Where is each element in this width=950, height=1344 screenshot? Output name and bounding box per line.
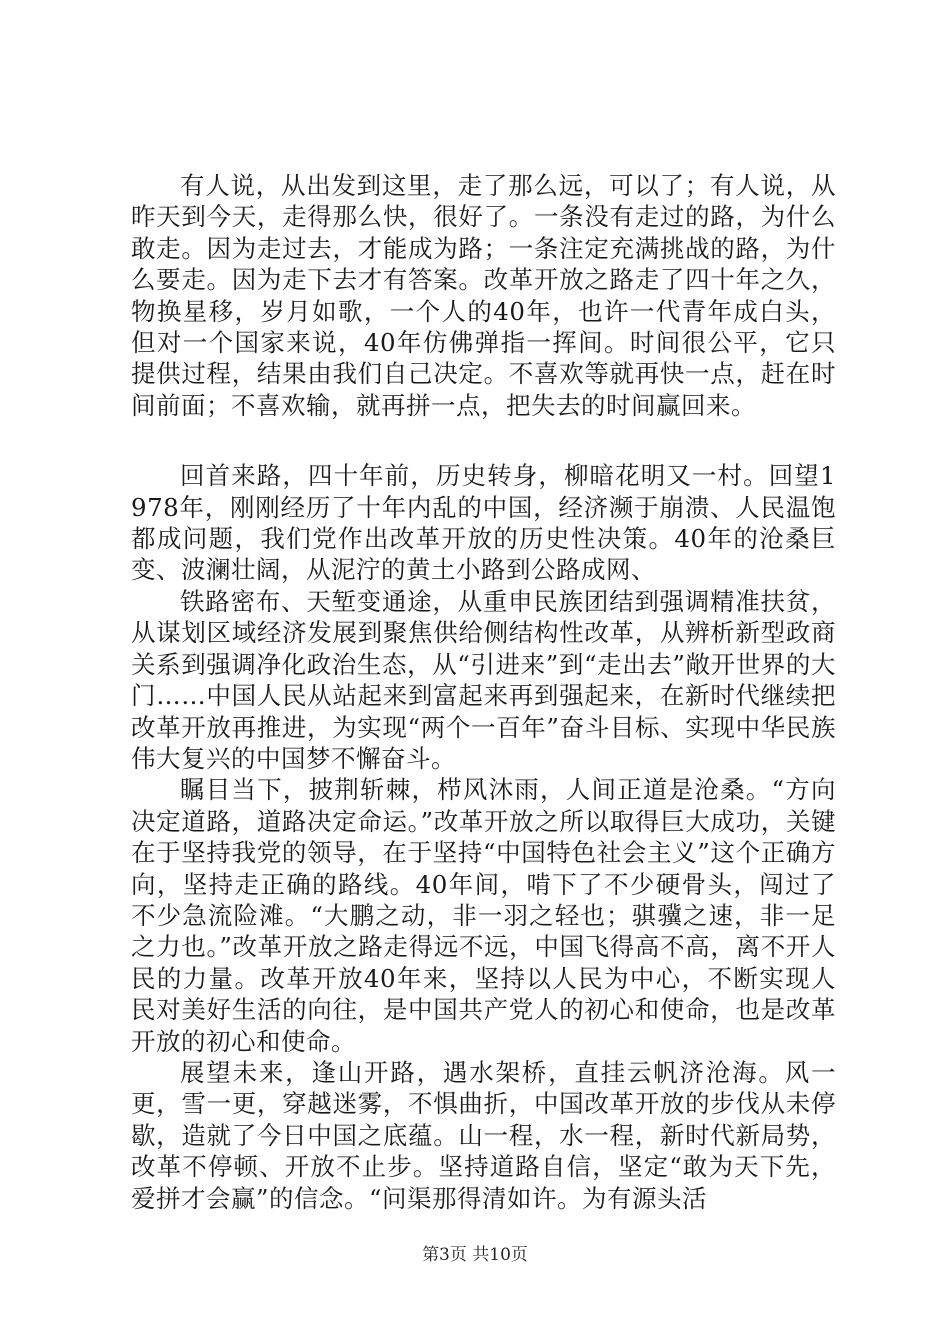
- page-number-footer: 第3页 共10页: [422, 1245, 528, 1265]
- paragraph: 铁路密布、天堑变通途，从重申民族团结到强调精准扶贫，从谋划区域经济发展到聚焦供给侧结构性改革，从辨析新型政商关系到强调净化政治生态，从“引进来”到“走出去”敞开世界的大门……中国人民从站起来到富起来再到强起来，在新时代继续把改革开放再推进，为实现“两个一百年”奋斗目标、实现中华民族伟大复兴的中国梦不懈奋斗。: [131, 586, 836, 773]
- paragraph: 回首来路，四十年前，历史转身，柳暗花明又一村。回望1978年，刚刚经历了十年内乱的中国，经济濒于崩溃、人民温饱都成问题，我们党作出改革开放的历史性决策。40年的沧桑巨变、波澜壮阔，从泥泞的黄土小路到公路成网、: [131, 461, 836, 585]
- paragraph: 有人说，从出发到这里，走了那么远，可以了；有人说，从昨天到今天，走得那么快，很好了。一条没有走过的路，为什么敢走。因为走过去，才能成为路；一条注定充满挑战的路，为什么要走。因为走下去才有答案。改革开放之路走了四十年之久，物换星移，岁月如歌，一个人的40年，也许一代青年成白头，但对一个国家来说，40年仿佛弹指一挥间。时间很公平，它只提供过程，结果由我们自己决定。不喜欢等就再快一点，赶在时间前面；不喜欢输，就再拼一点，把失去的时间赢回来。: [131, 171, 836, 420]
- paragraph: 展望未来，逢山开路，遇水架桥，直挂云帆济沧海。风一更，雪一更，穿越迷雾，不惧曲折，中国改革开放的步伐从未停歇，造就了今日中国之底蕴。山一程，水一程，新时代新局势，改革不停顿、开放不止步。坚持道路自信，坚定“敢为天下先，爱拼才会赢”的信念。“问渠那得清如许。为有源头活: [131, 1057, 836, 1213]
- paragraph: 瞩目当下，披荆斩棘，栉风沐雨，人间正道是沧桑。“方向决定道路，道路决定命运。”改革开放之所以取得巨大成功，关键在于坚持我党的领导，在于坚持“中国特色社会主义”这个正确方向，坚持走正确的路线。40年间，啃下了不少硬骨头，闯过了不少急流险滩。“大鹏之动，非一羽之轻也；骐骥之速，非一足之力也。”改革开放之路走得远不远，中国飞得高不高，离不开人民的力量。改革开放40年来，坚持以人民为中心，不断实现人民对美好生活的向往，是中国共产党人的初心和使命，也是改革开放的初心和使命。: [131, 775, 836, 1056]
- document-body: [131, 170, 836, 1214]
